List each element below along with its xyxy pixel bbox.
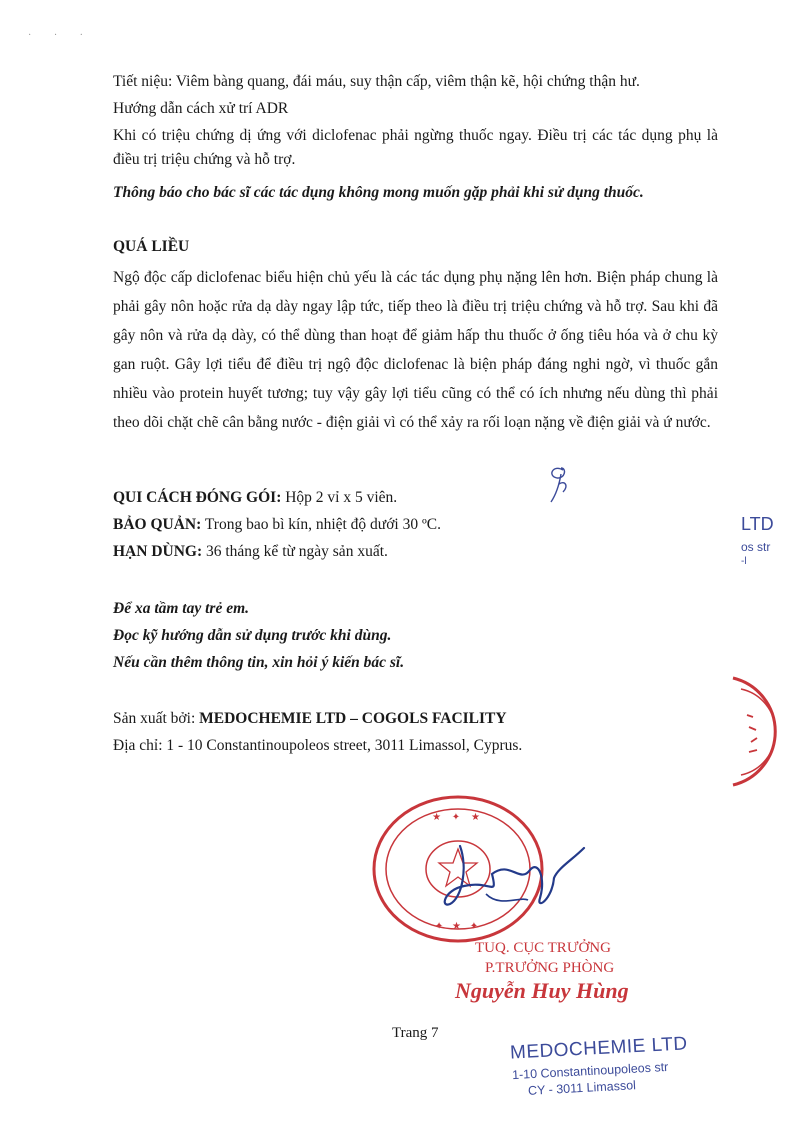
approval-line-1: TUQ. CỤC TRƯỞNG bbox=[475, 940, 611, 956]
signature bbox=[420, 838, 590, 918]
approval-line-2: P.TRƯỞNG PHÒNG bbox=[485, 960, 615, 976]
adr-body: Khi có triệu chứng dị ứng với diclofenac phải ngừng thuốc ngay. Điều trị các tác dụng phụ là điều trị triệu chứng và hỗ trợ. bbox=[113, 127, 718, 168]
company-stamp-city: CY - 3011 Limassol bbox=[527, 1078, 637, 1098]
manufacturer-name: MEDOCHEMIE LTD – COGOLS FACILITY bbox=[199, 710, 507, 727]
warning-line: Để xa tầm tay trẻ em. bbox=[113, 600, 250, 617]
warning-line: Nếu cần thêm thông tin, xin hỏi ý kiến bác sĩ. bbox=[113, 654, 405, 671]
manufacturer-line bbox=[113, 707, 507, 731]
manufacturer-label: Sản xuất bởi: bbox=[113, 710, 200, 727]
edge-stamp-city: -l bbox=[741, 556, 747, 567]
svg-text:★ ✦ ★: ★ ✦ ★ bbox=[432, 812, 484, 823]
initials-mark bbox=[545, 462, 575, 507]
spec-value: Hộp 2 vỉ x 5 viên. bbox=[281, 489, 398, 506]
spec-value: 36 tháng kể từ ngày sản xuất. bbox=[202, 543, 388, 560]
adr-title: Hướng dẫn cách xử trí ADR bbox=[113, 100, 289, 117]
approval-signer: Nguyễn Huy Hùng bbox=[455, 978, 629, 1003]
spec-value: Trong bao bì kín, nhiệt độ dưới 30 ºC. bbox=[201, 516, 441, 533]
spec-label: BẢO QUẢN: bbox=[113, 516, 202, 533]
company-stamp-name: MEDOCHEMIE LTD bbox=[509, 1033, 689, 1064]
notice-line: Thông báo cho bác sĩ các tác dụng không mong muốn gặp phải khi sử dụng thuốc. bbox=[113, 184, 644, 201]
company-stamp-address: 1-10 Constantinoupoleos str bbox=[511, 1059, 669, 1083]
scan-dots: · · · bbox=[28, 30, 93, 41]
partial-red-seal bbox=[725, 675, 800, 790]
spec-storage bbox=[113, 513, 441, 537]
urinary-line: Tiết niệu: Viêm bàng quang, đái máu, suy thận cấp, viêm thận kẽ, hội chứng thận hư. bbox=[113, 73, 640, 90]
edge-stamp-name: LTD bbox=[741, 514, 774, 534]
manufacturer-address: Địa chỉ: 1 - 10 Constantinoupoleos street, 3011 Limassol, Cyprus. bbox=[113, 737, 523, 754]
edge-stamp-address: os str bbox=[741, 540, 771, 554]
spec-expiry bbox=[113, 540, 388, 564]
warning-line: Đọc kỹ hướng dẫn sử dụng trước khi dùng. bbox=[113, 627, 392, 644]
spec-label: QUI CÁCH ĐÓNG GÓI: bbox=[113, 489, 282, 506]
spec-packaging bbox=[113, 486, 397, 510]
overdose-heading: QUÁ LIỀU bbox=[113, 238, 190, 255]
svg-text:✦ ★ ✦: ✦ ★ ✦ bbox=[434, 921, 482, 932]
overdose-body: Ngộ độc cấp diclofenac biểu hiện chủ yếu là các tác dụng phụ nặng lên hơn. Biện pháp chung là phải gây nôn hoặc rửa dạ dày ngay lập tức, tiếp theo là điều trị triệu chứng và hỗ trợ. Sau khi đã gây nôn và rửa dạ dày, có thể dùng than hoạt để giảm hấp thu thuốc ở ống tiêu hóa và ở chu kỳ gan ruột. Gây lợi tiểu để điều trị ngộ độc diclofenac là biện pháp đáng nghi ngờ, vì thuốc gắn nhiều vào protein huyết tương; tuy vậy gây lợi tiểu cũng có thể có ích nhưng nếu dùng thì phải theo dõi chặt chẽ cân bằng nước - điện giải vì có thể xảy ra rối loạn nặng về điện giải và ứ nước. bbox=[113, 269, 718, 431]
spec-label: HẠN DÙNG: bbox=[113, 543, 203, 560]
page-number: Trang 7 bbox=[392, 1025, 439, 1041]
